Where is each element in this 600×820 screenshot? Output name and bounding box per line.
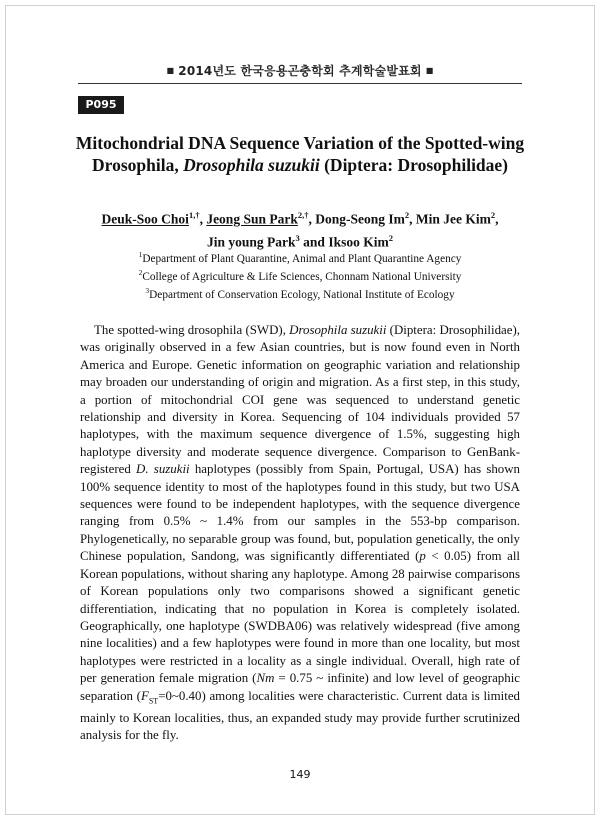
abstract-fst-subscript: ST — [148, 696, 159, 706]
author-name: Jeong Sun Park — [206, 211, 298, 227]
abstract-species: Drosophila suzukii — [289, 323, 387, 337]
abstract-text: haplotypes (possibly from Spain, Portugal, USA) has shown 100% sequence identity to most of the haplotypes found in this study, but two USA sequences were found to be independent haplotypes, with the sequence divergence ranging from 0.5% ~ 1.4% from our samples in the 553-bp comparison. Phylogenetically, no separable group was found, but, population genetically, the only Chinese population, Sandong, was significantly differentiated ( — [80, 462, 520, 564]
abstract-text: The spotted-wing drosophila (SWD), — [94, 323, 290, 337]
author-list: Deuk-Soo Choi$^{1,\dagger}$, Jeong Sun Park$^{2,\dagger}$, Dong-Seong Im$^2$, Min Jee Kim$^2$, Jin young Park$^3$ and Iksoo Kim$^2$ — [101, 210, 499, 249]
affiliation-text: Department of Conservation Ecology, National Institute of Ecology — [149, 288, 455, 301]
affiliation-item — [60, 266, 540, 284]
affiliation-sup: 3 — [145, 285, 150, 295]
paper-title — [60, 132, 540, 176]
poster-id-badge: P095 — [78, 96, 124, 114]
title-line-1: Mitochondrial DNA Sequence Variation of the Spotted-wing — [75, 133, 525, 153]
author-name: Min Jee Kim — [415, 211, 491, 227]
abstract-text: = 0.75 ~ infinite) and low level of geographic separation ( — [80, 671, 520, 703]
author-name: Jin young Park — [207, 234, 296, 249]
title-line-2a: Drosophila, — [91, 155, 184, 175]
affiliation-item — [60, 248, 540, 266]
author-name: Iksoo Kim — [328, 234, 389, 249]
author-sup: 2 — [388, 232, 393, 243]
author-name: Deuk-Soo Choi — [101, 211, 189, 227]
affiliation-sup: 2 — [138, 267, 143, 277]
affiliation-text: College of Agriculture & Life Sciences, Chonnam National University — [142, 270, 462, 283]
abstract-text: < 0.05) from all Korean populations, without sharing any haplotype. Among 28 pairwise comparisons of Korean populations only two comparisons showed a significant genetic differentiation, indicating that no population in Korea is completely isolated. Geographically, one haplotype (SWDBA06) was relatively widespread (five among nine localities) and a few haplotypes were found in more than one locality, but most haplotypes were restricted in a locality as a single individual. Overall, high rate of per generation female migration ( — [80, 549, 520, 686]
affiliation-text: Department of Plant Quarantine, Animal and Plant Quarantine Agency — [142, 252, 462, 265]
author-sup: 3 — [295, 232, 300, 243]
abstract-text: =0~0.40) among localities were characteristic. Current data is limited mainly to Korean localities, thus, an expanded study may provide further scrutinized analysis for the fly. — [80, 688, 520, 742]
affiliation-sup: 1 — [138, 250, 143, 259]
abstract-nm-symbol: Nm — [256, 671, 275, 686]
affiliation-item — [60, 284, 540, 302]
title-species: Drosophila suzukii — [183, 155, 320, 175]
abstract-text: (Diptera: Drosophilidae), was originally observed in a few Asian countries, but is now found even in North America and Europe. Genetic information on geographic variation and relationship may broaden our understanding of origin and migration. As a first step, in this study, a portion of mitochondrial COI gene was sequenced to understand genetic relationship and diversity in Korea. Sequencing of 104 individuals provided 57 haplotypes, with the maximum sequence divergence of 1.5%, suggesting high haplotype diversity and moderate sequence divergence. Comparison to GenBank-registered — [80, 323, 520, 477]
title-line-2b: (Diptera: Drosophilidae) — [319, 155, 509, 175]
conference-header — [78, 62, 522, 84]
author-sup: 1,† — [188, 210, 200, 220]
abstract-species-abbr: D. suzukii — [136, 462, 190, 477]
affiliation-list — [60, 248, 540, 301]
abstract-body — [80, 322, 520, 744]
author-sup: 2,† — [297, 210, 309, 220]
author-sup: 2 — [404, 210, 410, 220]
page-number: 149 — [289, 768, 311, 781]
abstract-fst-symbol: F — [140, 688, 149, 703]
header-marker-left: ■ — [166, 66, 175, 75]
header-marker-right: ■ — [425, 66, 434, 75]
header-title: 2014년도 한국응용곤충학회 추계학술발표회 — [178, 64, 422, 78]
author-name: Dong-Seong Im — [315, 211, 405, 227]
abstract-p-symbol: p — [419, 549, 426, 564]
author-sup: 2 — [490, 210, 496, 220]
